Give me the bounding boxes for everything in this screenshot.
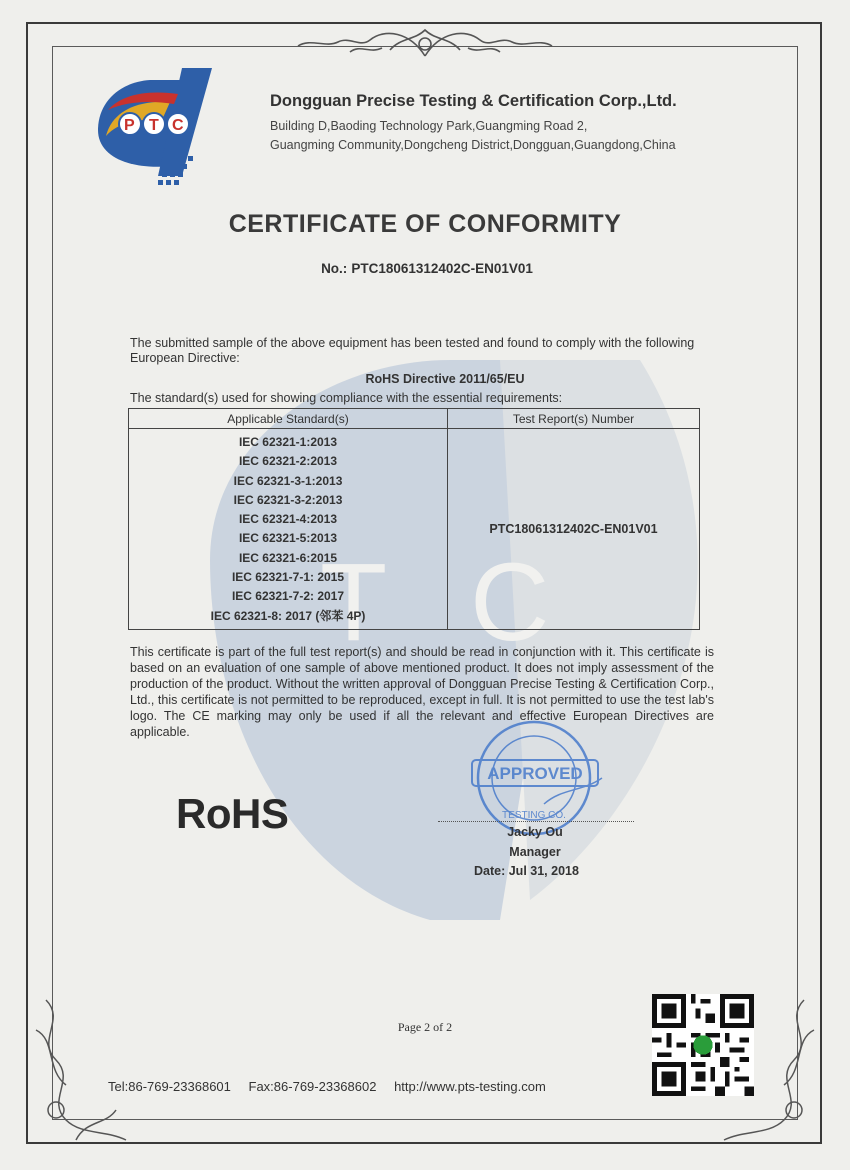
standard-item: IEC 62321-3-1:2013	[233, 473, 343, 488]
approved-stamp	[452, 718, 618, 838]
company-address-line1: Building D,Baoding Technology Park,Guangming Road 2,	[270, 119, 588, 133]
signature-date: Date: Jul 31, 2018	[474, 864, 579, 878]
svg-text:T: T	[320, 541, 388, 664]
company-name: Dongguan Precise Testing & Certification Corp.,Ltd.	[270, 92, 677, 110]
certificate-title: CERTIFICATE OF CONFORMITY	[228, 210, 622, 238]
svg-text:C: C	[172, 117, 184, 134]
footer-url[interactable]: http://www.pts-testing.com	[394, 1079, 546, 1094]
ptc-logo-icon	[92, 66, 224, 192]
standard-item: IEC 62321-7-2: 2017	[231, 589, 345, 604]
svg-text:C: C	[470, 541, 550, 664]
standard-item: IEC 62321-4:2013	[238, 512, 338, 527]
certificate-number-value: PTC18061312402C-EN01V01	[351, 261, 533, 276]
certificate-number-label: No.:	[321, 261, 348, 276]
footer-contact	[108, 1079, 560, 1094]
footer-tel: Tel:86-769-23368601	[108, 1079, 231, 1094]
stamp-center-text: APPROVED	[487, 764, 583, 783]
standard-item: IEC 62321-8: 2017 (邻苯 4P)	[210, 608, 366, 623]
standard-item: IEC 62321-2:2013	[238, 454, 338, 469]
stamp-ring-text: TESTING CO.	[502, 810, 566, 821]
standard-item: IEC 62321-5:2013	[238, 531, 338, 546]
footer-fax: Fax:86-769-23368602	[248, 1079, 377, 1094]
intro-text: The submitted sample of the above equipment has been tested and found to comply with the following European Directive:	[130, 336, 695, 365]
bottom-left-ornament	[26, 990, 136, 1150]
certificate-number	[0, 261, 850, 276]
page-number: Page 2 of 2	[397, 1020, 453, 1034]
company-address-line2: Guangming Community,Dongcheng District,Dongguan,Guangdong,China	[270, 138, 676, 152]
standard-item: IEC 62321-7-1: 2015	[231, 570, 345, 585]
report-number-cell: PTC18061312402C-EN01V01	[448, 429, 700, 630]
signature-line	[438, 821, 634, 822]
top-ornament	[290, 22, 560, 62]
svg-text:P: P	[124, 117, 135, 134]
standards-list	[129, 429, 448, 630]
signer-title: Manager	[509, 845, 561, 859]
applicable-standards-header: Applicable Standard(s)	[129, 409, 448, 429]
standards-intro-text: The standard(s) used for showing compliance with the essential requirements:	[130, 391, 563, 405]
standards-table	[128, 408, 700, 630]
standard-item: IEC 62321-6:2015	[238, 550, 338, 565]
qr-code-icon[interactable]	[652, 994, 754, 1096]
test-report-number-header: Test Report(s) Number	[448, 409, 700, 429]
disclaimer-text: This certificate is part of the full test report(s) and should be read in conjunction with it. This certificate is based on an evaluation of one sample of above mentioned product. It does not imply assessment of the production of the product. Without the written approval of Dongguan Precise Testing & Certification Corp., Ltd., this certificate is not permitted to be reproduced, except in full. It is not permitted to use the test lab's logo. The CE marking may only be used if all the relevant and effective European Directives are applicable.	[130, 645, 714, 739]
standard-item: IEC 62321-3-2:2013	[233, 492, 343, 507]
rohs-mark: RoHS	[176, 790, 289, 837]
standard-item: IEC 62321-1:2013	[238, 435, 338, 449]
directive-name: RoHS Directive 2011/65/EU	[365, 372, 525, 386]
svg-text:T: T	[149, 117, 159, 134]
signer-name: Jacky Ou	[507, 825, 563, 839]
